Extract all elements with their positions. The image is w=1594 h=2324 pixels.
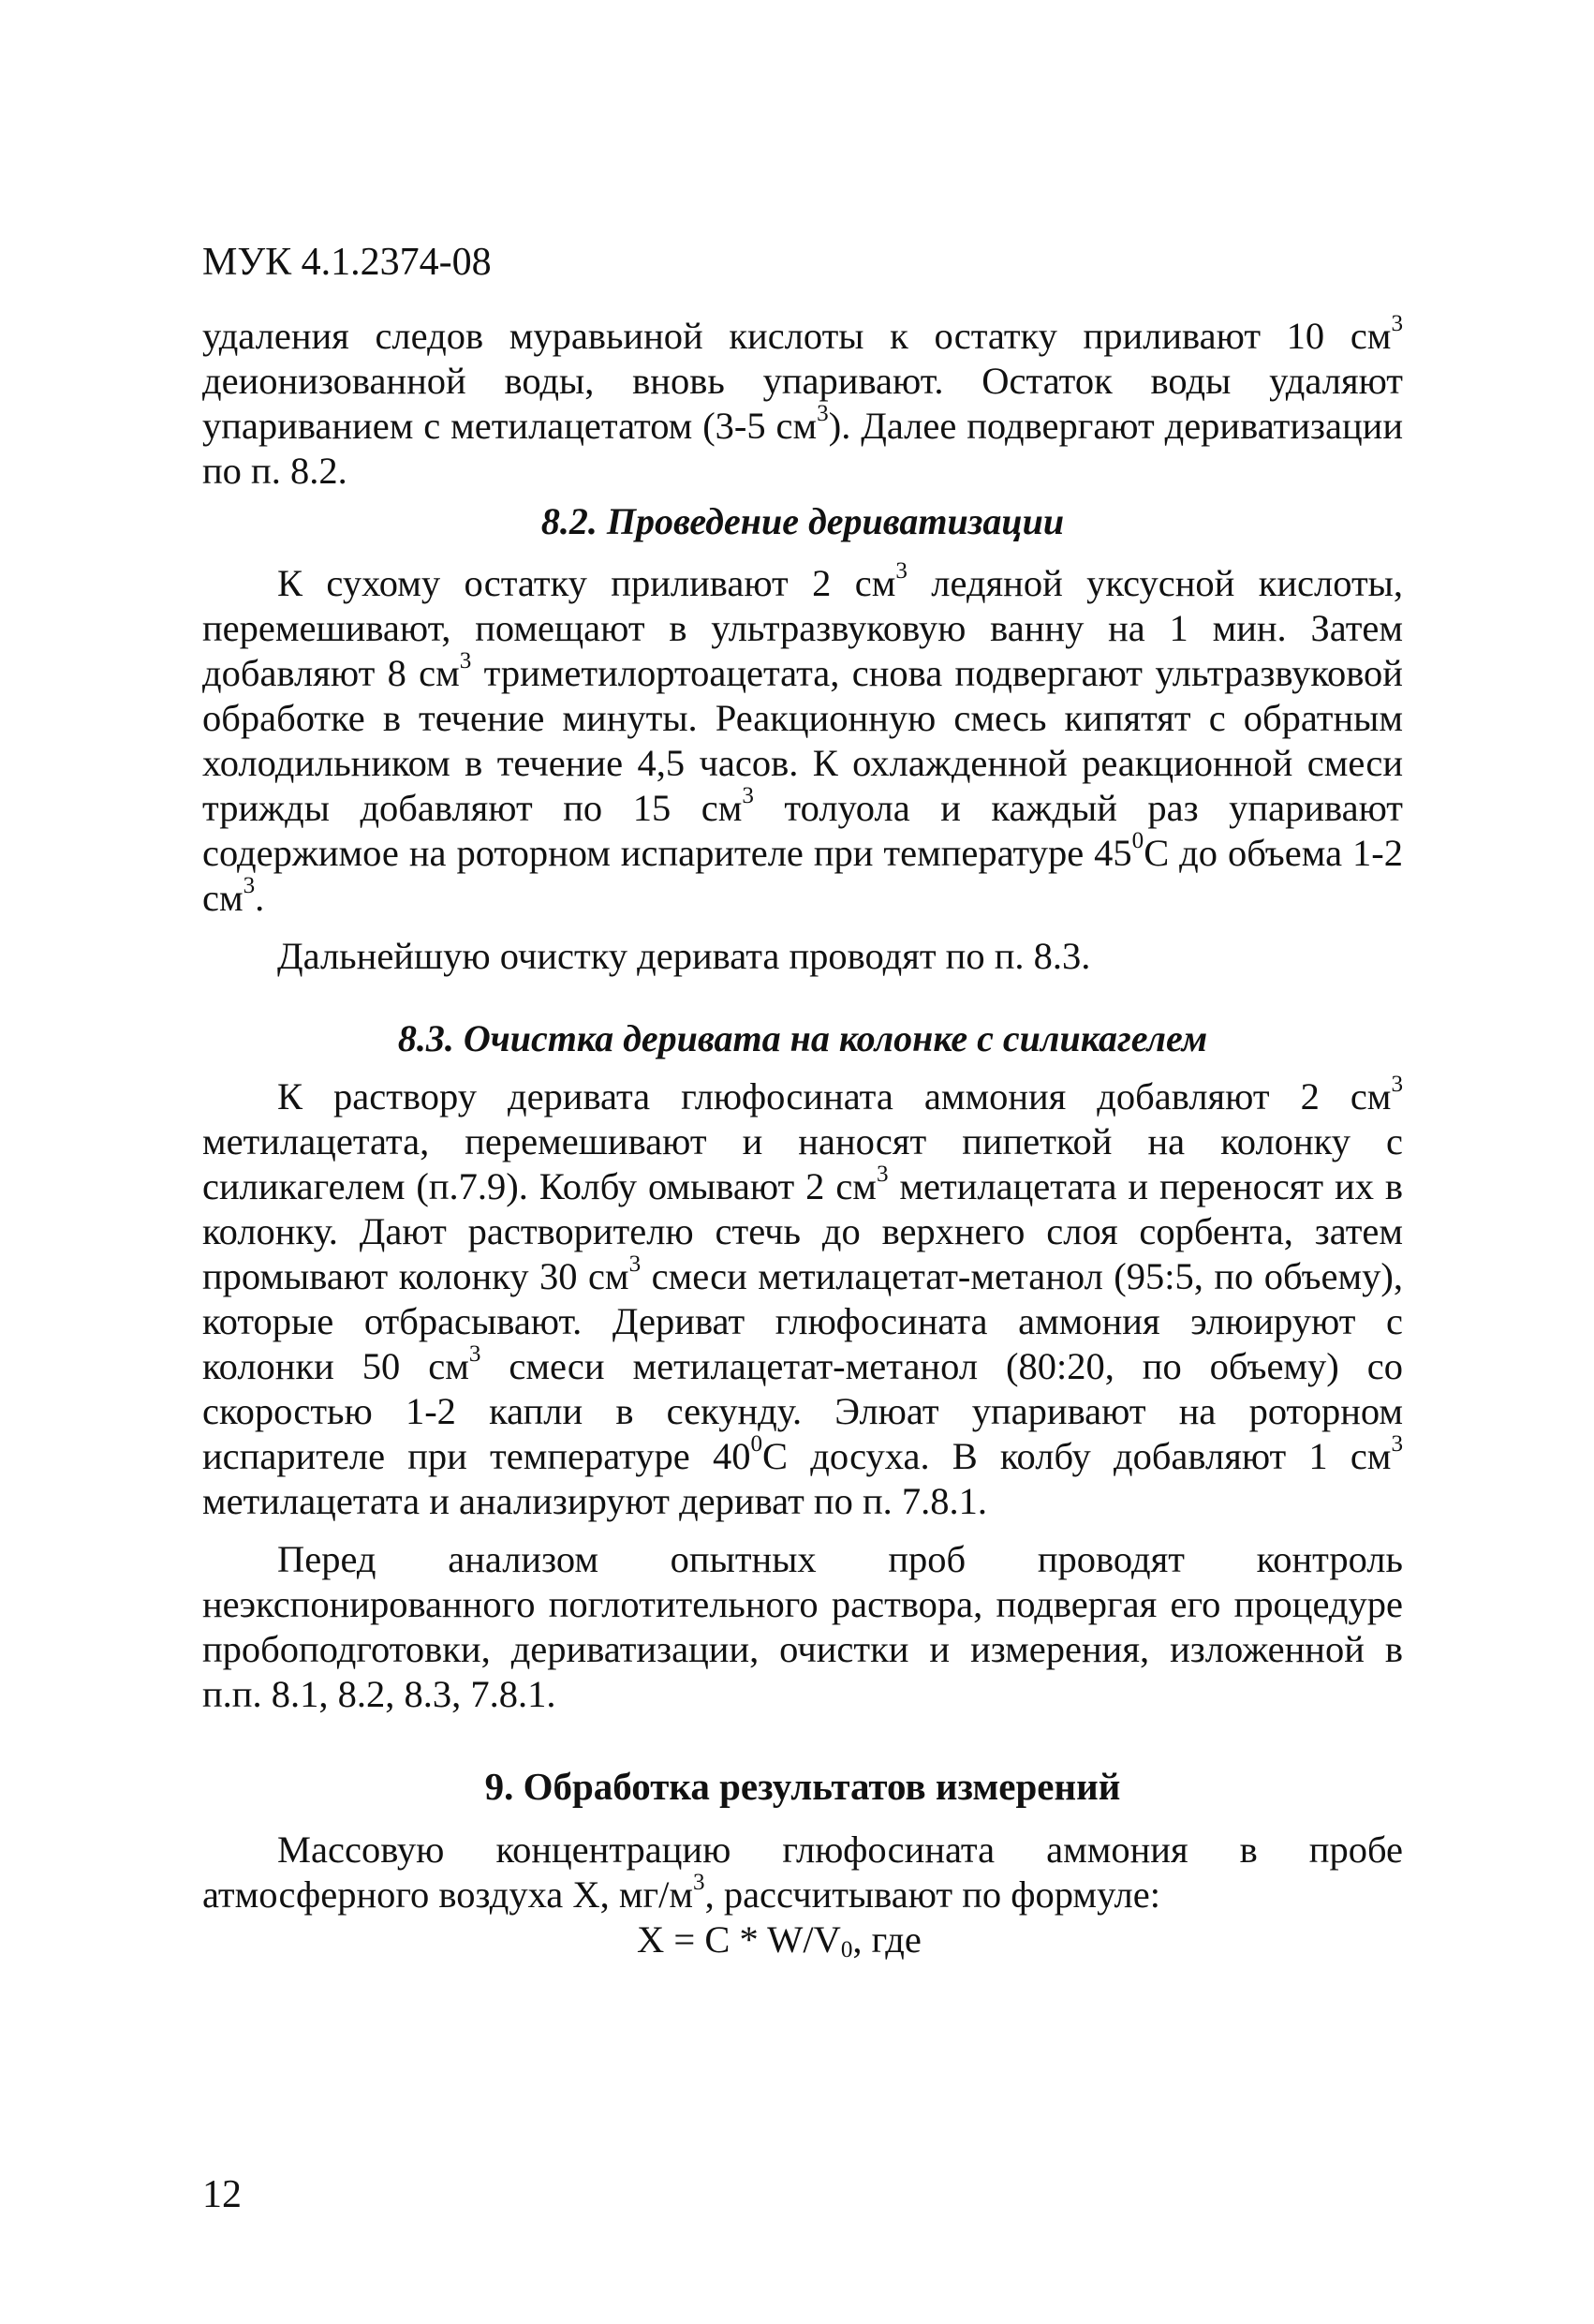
superscript: 3: [1391, 311, 1403, 337]
text-run: удаления следов муравьиной кислоты к остатку приливают 10 см: [202, 315, 1392, 357]
text-run: К раствору деривата глюфосината аммония добавляют 2 см: [277, 1075, 1392, 1118]
text-run: смеси метилацетат-метанол (95:5, по объему), которые отбрасывают. Дериват глюфосината аммония элюируют с колонки 50 см: [202, 1255, 1403, 1387]
section-heading-9: 9. Обработка результатов измерений: [484, 1765, 1121, 1808]
text-run: .: [255, 877, 265, 919]
formula-text: X = C * W/V: [637, 1918, 841, 1961]
superscript: 0: [1131, 828, 1144, 854]
paragraph-further-cleanup: Дальнейшую очистку деривата проводят по п. 8.3.: [277, 935, 1091, 977]
paragraph-blank-control: Перед анализом опытных проб проводят контроль неэкспонированного поглотительного раствора, подвергая его процедуре пробоподготовки, дериватизации, очистки и измерения, изложенной в п.п. 8.1, 8.2, 8.3, 7.8.1.: [202, 1538, 1403, 1715]
text-run: метилацетата и анализируют дериват по п. 7.8.1.: [202, 1480, 988, 1522]
text-run: триметилортоацетата, снова подвергают ультразвуковой обработке в течение минуты. Реакционную смесь кипятят с обратным холодильником в течение 4,5 часов. К охлажденной реакционной смеси трижды добавляют по 15 см: [202, 652, 1403, 829]
text-run: К сухому остатку приливают 2 см: [277, 562, 896, 604]
text-run: метилацетата и переносят их в колонку. Дают растворителю стечь до верхнего слоя сорбента, затем промывают колонку 30 см: [202, 1165, 1403, 1297]
paragraph-continuation: [202, 311, 1403, 494]
page-content: [202, 311, 1403, 1963]
text-run: Массовую концентрацию глюфосината аммония в пробе атмосферного воздуха X, мг/м: [202, 1828, 1403, 1916]
text-run: ). Далее подвергают дериватизации по п. 8.2.: [202, 405, 1403, 492]
paragraph-derivatization: [202, 558, 1403, 921]
text-run: метилацетата, перемешивают и наносят пипеткой на колонку с силикагелем (п.7.9). Колбу омывают 2 см: [202, 1120, 1403, 1207]
superscript: 3: [1391, 1072, 1403, 1098]
superscript: 3: [1391, 1431, 1403, 1458]
text-run: , рассчитывают по формуле:: [704, 1873, 1160, 1916]
document-code-header: МУК 4.1.2374-08: [202, 241, 492, 284]
text-run: деионизованной воды, вновь упаривают. Остаток воды удаляют упариванием с метилацетатом (3-5 см: [202, 360, 1403, 447]
superscript: 3: [817, 401, 829, 427]
section-heading-8-2: 8.2. Проведение дериватизации: [540, 500, 1065, 542]
superscript: 3: [895, 558, 908, 585]
paragraph-mass-concentration: [202, 1828, 1403, 1917]
text-run: ледяной уксусной кислоты, перемешивают, помещают в ультразвуковую ванну на 1 мин. Затем добавляют 8 см: [202, 562, 1403, 694]
superscript: 3: [468, 1341, 481, 1368]
superscript: 3: [459, 648, 472, 674]
subscript: 0: [840, 1937, 853, 1963]
formula: [202, 1917, 1403, 1962]
superscript: 3: [693, 1870, 705, 1896]
text-run: С до объема 1-2 см: [202, 832, 1403, 919]
text-run: толуола и каждый раз упаривают содержимое на роторном испарителе при температуре 45: [202, 787, 1403, 874]
superscript: 3: [742, 783, 754, 809]
text-run: С досуха. В колбу добавляют 1 см: [762, 1435, 1392, 1477]
superscript: 3: [243, 873, 256, 899]
section-heading-8-3: 8.3. Очистка деривата на колонке с силикагелем: [397, 1017, 1208, 1059]
formula-text: , где: [852, 1918, 922, 1961]
text-run: смеси метилацетат-метанол (80:20, по объему) со скоростью 1-2 капли в секунду. Элюат упаривают на роторном испарителе при температуре 40: [202, 1345, 1403, 1477]
superscript: 3: [628, 1251, 642, 1278]
page-number: 12: [202, 2173, 242, 2216]
superscript: 0: [750, 1431, 763, 1458]
superscript: 3: [876, 1162, 889, 1188]
paragraph-silica-column: [202, 1074, 1403, 1524]
